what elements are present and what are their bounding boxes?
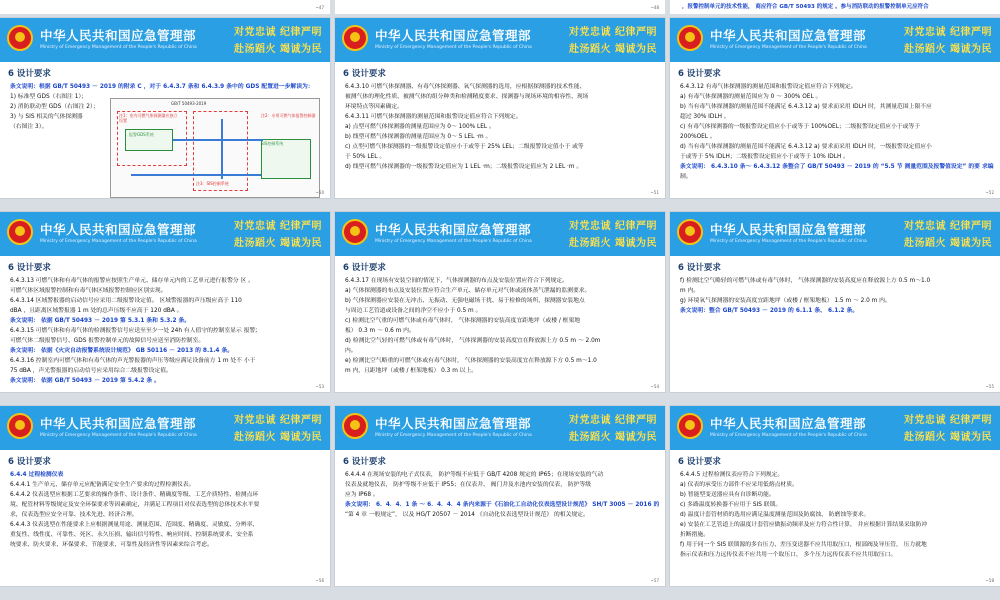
section-title: 6 设计要求	[678, 263, 721, 273]
slide-line: d) 温度计套管材质的选用应满足温度测量范围及防腐蚀、 防磨蚀等要求。	[680, 512, 870, 518]
slide-line: 求，仪表选型应安全可靠、技术先进、经济合理。	[10, 512, 138, 518]
slide-line: 被测气体的理化性质、被测气体的组分种类和检测精度要求、探测器与现场环境的相容性、现场	[345, 94, 589, 100]
org-title: 中华人民共和国应急管理部	[710, 222, 867, 237]
org-title-en: Ministry of Emergency Management of the People's Republic of China	[375, 239, 532, 244]
slide-body	[345, 276, 657, 376]
page-number: ~56	[315, 578, 324, 583]
slide-line: （右图注 3）。	[10, 124, 48, 130]
slide-line: 6.4.3.13 可燃气体和有毒气体的报警应按照生产单元、储存单元内的工艺单元进行报警分 区 。	[10, 278, 254, 284]
slogan-2: 赴汤蹈火 竭诚为民	[569, 44, 657, 55]
section-title: 6 设计要求	[343, 69, 386, 79]
page-number: ~54	[650, 384, 659, 389]
slide-line: c) 多路温度转换器不应用于 SIS 联锁。	[680, 502, 782, 508]
slide-line: 6.4.3.12 有毒气体探测器的测量范围和报警设定值应符合下列规定。	[680, 84, 857, 90]
slide-line: a) 仪表的承受压力部件不应采用低熔点材质。	[680, 482, 798, 488]
page-number: ~57	[650, 578, 659, 583]
slide-line: 仪表及就地仪表， 防护等级不应低于 IP55；在仪表井、 阀门井及水池内安装的仪表， 防护等级	[345, 482, 592, 488]
org-title-en: Ministry of Emergency Management of the People's Republic of China	[40, 433, 197, 438]
slide-line: m 内。	[680, 288, 700, 294]
slogan-2: 赴汤蹈火 竭诚为民	[904, 238, 992, 249]
section-title: 6 设计要求	[343, 457, 386, 467]
slide-line: 1) 标准型 GDS（右图注 1）；	[10, 94, 88, 100]
slogan-1: 对党忠诚 纪律严明	[234, 27, 322, 38]
slide-3[interactable]	[670, 18, 1000, 198]
slide-line: 于或等于 5% IDLH；二级报警设定值应小于或等于 10% IDLH 。	[680, 154, 849, 160]
slide-line: 条文说明： 6.4.3.10 条～ 6.4.3.12 条整合了 GB/T 50493 － 2019 的 “5.5 节 测量范围及报警值设定” 的要 求编	[680, 164, 994, 170]
slide-line: f) 用于同一个 SIS 联锁源的多台压力、差压变送器不应共用取压口，根部阀及导压管， 压力就地	[680, 542, 927, 548]
section-title: 6 设计要求	[678, 69, 721, 79]
org-title: 中华人民共和国应急管理部	[710, 28, 867, 43]
diagram-line	[221, 119, 223, 179]
slide-line: d) 线型可燃气体探测器的一级报警设定值应为 1 LEL ·m；二级报警设定值应为 2 LEL ·m 。	[345, 164, 583, 170]
slide-8[interactable]	[335, 406, 665, 586]
page-number: ~51	[650, 190, 659, 195]
slide-line: a) 气体探测器的布点及安装位置应符合生产单元、储存单元对气体或液体蒸气泄漏的监测要求。	[345, 288, 591, 294]
slogan-1: 对党忠诚 纪律严明	[569, 415, 657, 426]
slide-partial[interactable]	[0, 0, 330, 14]
diagram-line	[131, 174, 261, 176]
slide-line: 2) 消防联动型 GDS（右图注 2）；	[10, 104, 99, 110]
diagram-label: SIS控制系统	[261, 141, 284, 146]
slide-line: 应为 IP68 。	[345, 492, 379, 498]
slide-line: 板） 0.3 m ～ 0.6 m 内。	[345, 328, 415, 334]
slide-line: b) 当有毒气体探测器的测量范围不能满足 6.4.3.12 a) 要求而采用 IDLH 时，其测量范围上限不应	[680, 104, 932, 110]
slide-line: 指示仪表和压力远传仪表不应共用一个取压口， 多个压力远传仪表不应共用取压口。	[680, 552, 897, 558]
slide-header	[335, 406, 665, 450]
slide-partial[interactable]	[670, 0, 1000, 14]
org-title-en: Ministry of Emergency Management of the People's Republic of China	[710, 239, 867, 244]
slide-line: 6.4.3.16 控制室内可燃气体和有毒气体的声光警报器的声压等级应满足设备前方 1 m 处不 小于	[10, 358, 256, 364]
slide-text: ，报警控制单元的技术性能， 商应符合 GB/T 50493 的规定 。参与消防联动的报警控制单元应符合	[682, 4, 929, 10]
slide-line: 条文说明： 6．4．4．1 条 ～ 6．4．4．4 条内来源于《石油化工自动化仪表选型设计规范》 SH/T 3005 － 2016 的	[345, 502, 660, 508]
slogan-1: 对党忠诚 纪律严明	[569, 27, 657, 38]
slide-1[interactable]	[0, 18, 330, 198]
slide-header	[335, 18, 665, 62]
slide-line: 6.4.4.1 生产单元、储存单元应配备满足安全生产要求的过程检测仪表。	[10, 482, 195, 488]
slogan-2: 赴汤蹈火 竭诚为民	[234, 44, 322, 55]
slide-5[interactable]	[335, 212, 665, 392]
slide-line: 6.4.3.11 可燃气体探测器的测量范围和报警设定值应符合下列规定。	[345, 114, 522, 120]
slogan-1: 对党忠诚 纪律严明	[904, 27, 992, 38]
slide-line: 条文说明：根据 GB/T 50493 － 2019 的附录 C ，对于 6.4.3.7 条和 6.4.3.9 条中的 GDS 配置进一步解读为：	[10, 84, 314, 90]
national-emblem-icon	[342, 413, 368, 439]
section-title: 6 设计要求	[8, 457, 51, 467]
org-title-en: Ministry of Emergency Management of the People's Republic of China	[40, 45, 197, 50]
org-title: 中华人民共和国应急管理部	[40, 28, 197, 43]
slide-line: b) 气体探测器应安装在无冲击、无振动、无强电磁场干扰、易于检修的场所，探测器安装地点	[345, 298, 585, 304]
slide-line: 环境特点等因素确定。	[345, 104, 403, 110]
slide-line: e) 检测比空气略重的可燃气体或有毒气体时， 气体探测器的安装高度宜在释放源下方 0.5 m～1.0	[345, 358, 597, 364]
slide-line: 6.4.3.10 可燃气体探测器、有毒气体探测器、氧气探测器的选用，应根据探测器的技术性能、	[345, 84, 586, 90]
diagram-note: 注2：专用可燃气体报警控制器	[261, 113, 316, 118]
slide-line: d) 当有毒气体探测器的测量范围不能满足 6.4.3.12 a) 要求而采用 IDLH 时，一级报警设定值应小	[680, 144, 932, 150]
diagram-title: GB/T 50493-2019	[171, 101, 207, 106]
slide-line: 于 50% LEL 。	[345, 154, 386, 160]
org-title: 中华人民共和国应急管理部	[375, 28, 532, 43]
page-number: ~47	[315, 5, 324, 10]
slide-line: 6.4.4.4 在现场安装的电子式仪表， 防护等级不应低于 GB/T 4208 规定的 IP65；在现场安装的气动	[345, 472, 604, 478]
national-emblem-icon	[342, 219, 368, 245]
slide-line: g) 环境氧气探测器的安装高度宜距地坪（或楼 / 框架地板） 1.5 m ～ 2.0 m 内。	[680, 298, 891, 304]
slogan-2: 赴汤蹈火 竭诚为民	[234, 432, 322, 443]
slide-body	[680, 276, 992, 316]
slide-header	[670, 18, 1000, 62]
page-number: ~50	[315, 190, 324, 195]
slide-line: 6.4.3.14 区域警报器的启动信号应采用二级报警设定值。 区域警报器的声压级应高于 110	[10, 298, 242, 304]
slogan-2: 赴汤蹈火 竭诚为民	[904, 44, 992, 55]
slide-body	[345, 470, 660, 520]
org-title-en: Ministry of Emergency Management of the People's Republic of China	[710, 45, 867, 50]
slide-line: c) 点型可燃气体探测器的一级报警设定值应小于或等于 25% LEL；二级报警设定值小于 或等	[345, 144, 584, 150]
slogan-1: 对党忠诚 纪律严明	[234, 415, 322, 426]
org-title: 中华人民共和国应急管理部	[40, 222, 197, 237]
slide-header	[670, 212, 1000, 256]
slide-line: 6.4.3.17 在现场有安装空间的情况下，气体探测器的布点及安装位置应符合下列规定。	[345, 278, 568, 284]
slogan-2: 赴汤蹈火 竭诚为民	[234, 238, 322, 249]
slide-body	[10, 276, 322, 386]
diagram-label: 报警GDS系统	[129, 132, 154, 137]
slide-line: c) 检测比空气重的可燃气体或有毒气体时， 气体探测器的安装高度宜距地坪（或楼 / 框架地	[345, 318, 581, 324]
page-number: ~58	[985, 578, 994, 583]
national-emblem-icon	[677, 413, 703, 439]
slide-line: 条文说明： 依据 GB/T 50493 － 2019 第 5.4.2 条 。	[10, 378, 160, 384]
national-emblem-icon	[7, 25, 33, 51]
page-number: ~55	[985, 384, 994, 389]
slide-line: 75 dBA ，声光警报器的启动信号应采用综合二级报警设定值。	[10, 368, 172, 374]
slide-line: 条文说明： 依据《火灾自动报警系统设计规范》 GB 50116 － 2013 的 8.1.4 条。	[10, 348, 234, 354]
slide-line: 超过 30% IDLH 。	[680, 114, 730, 120]
slide-body	[680, 82, 992, 182]
org-title-en: Ministry of Emergency Management of the People's Republic of China	[375, 45, 532, 50]
slide-header	[0, 212, 330, 256]
slide-line: 制。	[680, 174, 692, 180]
national-emblem-icon	[677, 25, 703, 51]
section-title: 6 设计要求	[8, 263, 51, 273]
slide-line: 6.4.3.15 可燃气体和有毒气体的检测报警信号应送至至少一处 24h 有人值守的控制室显示 报警;	[10, 328, 258, 334]
slide-4[interactable]	[0, 212, 330, 392]
org-title: 中华人民共和国应急管理部	[40, 416, 197, 431]
slide-body	[10, 470, 322, 550]
diagram-line	[173, 139, 263, 141]
org-title-en: Ministry of Emergency Management of the People's Republic of China	[40, 239, 197, 244]
org-title-en: Ministry of Emergency Management of the People's Republic of China	[375, 433, 532, 438]
slide-line: 可燃气体区域报警控制和有毒气体区域报警控制应区别实现。	[10, 288, 167, 294]
slide-line: c) 有毒气体探测器的一级报警设定值应小于或等于 100%OEL；二级报警设定值应小于或等于	[680, 124, 921, 130]
slide-9[interactable]	[670, 406, 1000, 586]
page-number: ~53	[315, 384, 324, 389]
diagram-note: 注3：SIS控制系统	[196, 181, 229, 186]
slide-line: 6.4.4.3 仪表选型在性能要求上应根据测量用途、测量范围、范围度、精确度、灵敏度、分辨率、	[10, 522, 259, 528]
slide-7[interactable]	[0, 406, 330, 586]
slide-line: 6.4.4.5 过程检测仪表应符合下列规定。	[680, 472, 784, 478]
slide-line: 3) 与 SIS 相关的气体探测器	[10, 114, 83, 120]
slide-line: 6.4.4 过程检测仪表	[10, 472, 64, 478]
org-title-en: Ministry of Emergency Management of the People's Republic of China	[710, 433, 867, 438]
page-number: ~48	[650, 5, 659, 10]
national-emblem-icon	[7, 413, 33, 439]
slide-line: 可燃气体二级报警信号、GDS 报警控制单元的故障信号应送至消防控制室。	[10, 338, 205, 344]
slogan-1: 对党忠诚 纪律严明	[569, 221, 657, 232]
slide-body	[680, 470, 992, 560]
slogan-1: 对党忠诚 纪律严明	[904, 415, 992, 426]
national-emblem-icon	[342, 25, 368, 51]
section-title: 6 设计要求	[678, 457, 721, 467]
slogan-2: 赴汤蹈火 竭诚为民	[569, 238, 657, 249]
slide-line: m 内，且距地坪（或楼 / 框架地板） 0.3 m 以上。	[345, 368, 478, 374]
slide-line: 与周边工艺管道或设备之间的净空不应小于 0.5 m 。	[345, 308, 482, 314]
diagram-note: 注1：室内可燃气体探测器应独立设置	[119, 113, 178, 123]
slide-line: “第 4 章 一般规定”， 以及 HG/T 20507 － 2014 《自动化仪表选型设计规范》 的相关规定。	[345, 512, 589, 518]
org-title: 中华人民共和国应急管理部	[375, 222, 532, 237]
slide-line: 折断措施。	[680, 532, 709, 538]
slide-2[interactable]	[335, 18, 665, 198]
section-title: 6 设计要求	[8, 69, 51, 79]
slogan-1: 对党忠诚 纪律严明	[234, 221, 322, 232]
slogan-1: 对党忠诚 纪律严明	[904, 221, 992, 232]
slide-partial[interactable]	[335, 0, 665, 14]
slogan-2: 赴汤蹈火 竭诚为民	[904, 432, 992, 443]
slide-line: b) 智能型变送器应具有自诊断功能。	[680, 492, 775, 498]
org-title: 中华人民共和国应急管理部	[710, 416, 867, 431]
gds-diagram	[110, 98, 320, 198]
national-emblem-icon	[7, 219, 33, 245]
slide-body	[345, 82, 657, 172]
slide-header	[0, 18, 330, 62]
slide-line: 统要求、防火要求、环保要求、节能要求、可靠性及经济性等因素来综合考虑。	[10, 542, 213, 548]
slide-line: 6.4.4.2 仪表选型应根据工艺要求的操作条件、设计条件、精确度等级、工艺介质特性、检测点环	[10, 492, 259, 498]
slide-line: 重复性、线性度、可靠性、死区、永久压损、输出信号特性、响应时间、控制系统要求、安全系	[10, 532, 254, 538]
slide-line: e) 安装在工艺管道上的温度计套管应做振动频率及应力符合性计算， 并应根据计算结果采取防冲	[680, 522, 928, 528]
section-title: 6 设计要求	[343, 263, 386, 273]
slide-6[interactable]	[670, 212, 1000, 392]
slide-line: 条文说明： 依据 GB/T 50493 － 2019 第 5.3.1 条和 5.3.2 条。	[10, 318, 191, 324]
slide-line: dBA ，且距离区域警报器 1 m 处的总声压级不应高于 120 dBA 。	[10, 308, 183, 314]
slide-line: b) 线型可燃气体探测器的测量范围应为 0～ 5 LEL ·m 。	[345, 134, 492, 140]
slide-line: 境、配管材料等级规定及安全环保要求等因素确定，并满足工程项目对仪表选型的总体技术水平要	[10, 502, 260, 508]
slide-header	[0, 406, 330, 450]
slide-line: a) 有毒气体探测器的测量范围应为 0 ～ 300% OEL 。	[680, 94, 822, 100]
slide-line: d) 检测比空气轻的可燃气体或有毒气体时， 气体探测器的安装高度宜在释放源上方 0.5 m ～ 2.0m	[345, 338, 601, 344]
slide-line: f) 检测比空气略轻的可燃气体或有毒气体时， 气体探测器的安装高度应在释放源上方 0.5 m～1.0	[680, 278, 931, 284]
org-title: 中华人民共和国应急管理部	[375, 416, 532, 431]
slide-header	[335, 212, 665, 256]
page-number: ~52	[985, 190, 994, 195]
slide-line: 200%OEL 。	[680, 134, 716, 140]
national-emblem-icon	[677, 219, 703, 245]
slide-line: a) 点型可燃气体探测器的测量范围应为 0～ 100% LEL 。	[345, 124, 495, 130]
slide-header	[670, 406, 1000, 450]
slogan-2: 赴汤蹈火 竭诚为民	[569, 432, 657, 443]
slide-line: 内。	[345, 348, 357, 354]
slide-line: 条文说明：整合 GB/T 50493 － 2019 的 6.1.1 条、 6.1.2 条。	[680, 308, 859, 314]
